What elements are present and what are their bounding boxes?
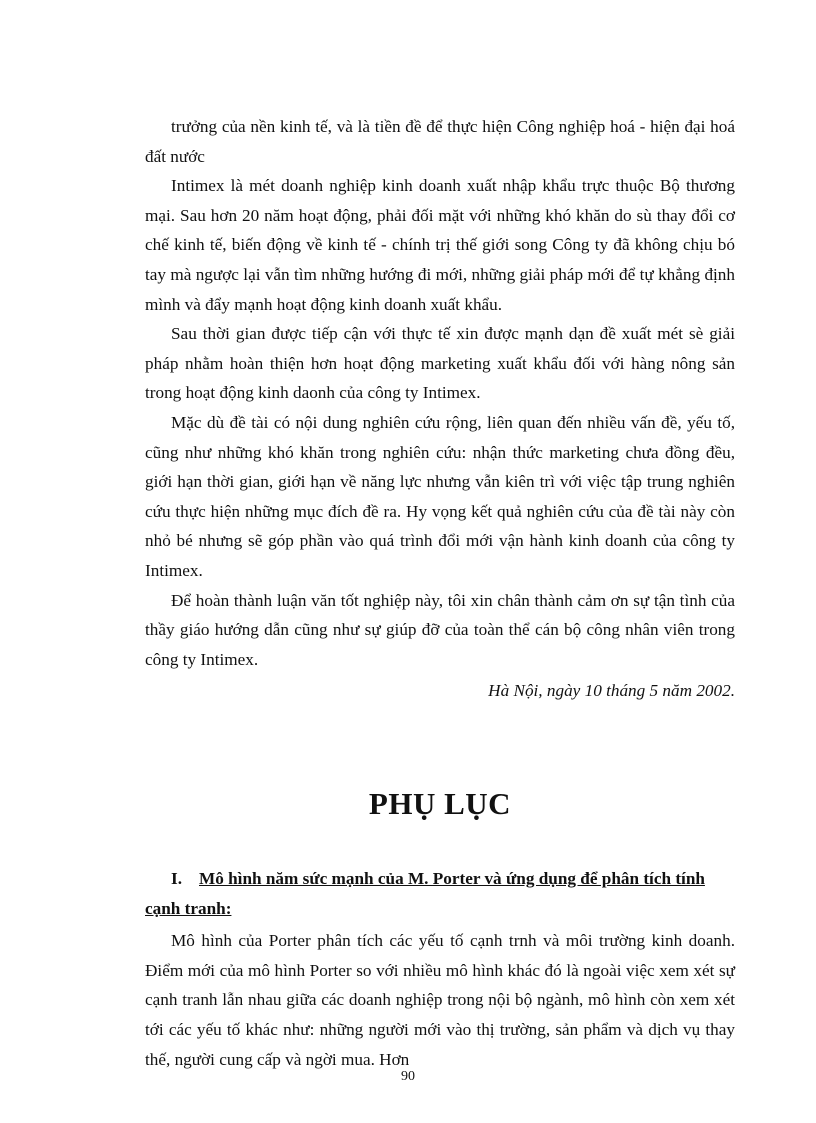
- body-paragraph: Để hoàn thành luận văn tốt nghiệp này, tôi xin chân thành cảm ơn sự tận tình của thầy giáo hướng dẫn cũng như sự giúp đỡ của toàn thể cán bộ công nhân viên trong công ty Intimex.: [145, 590, 735, 669]
- date-signature: Hà Nội, ngày 10 tháng 5 năm 2002.: [488, 681, 735, 701]
- appendix-title: PHỤ LỤC: [368, 786, 512, 822]
- body-paragraph: trưởng của nền kinh tế, và là tiền đề để thực hiện Công nghiệp hoá - hiện đại hoá đất nước: [145, 117, 735, 166]
- section-numeral: I.: [171, 869, 182, 889]
- body-paragraph: Intimex là mét doanh nghiệp kinh doanh xuất nhập khẩu trực thuộc Bộ thương mại. Sau hơn 20 năm hoạt động, phải đối mặt với những khó khăn do sù thay đổi cơ chế kinh tế, biến động về kinh tế - chính trị thế giới song Công ty đã không chịu bó tay mà ngược lại vẫn tìm những hướng đi mới, những giải pháp mới để tự khẳng định mình và đẩy mạnh hoạt động kinh doanh xuất khẩu.: [145, 176, 735, 314]
- body-paragraph: Mặc dù đề tài có nội dung nghiên cứu rộng, liên quan đến nhiều vấn đề, yếu tố, cũng như những khó khăn trong nghiên cứu: nhận thức marketing chưa đồng đều, giới hạn thời gian, giới hạn về năng lực nhưng vẫn kiên trì với việc tập trung nghiên cứu thực hiện những mục đích đề ra. Hy vọng kết quả nghiên cứu của đề tài này còn nhỏ bé nhưng sẽ góp phần vào quá trình đổi mới vận hành kinh doanh của công ty Intimex.: [145, 412, 735, 580]
- page-number: 90: [401, 1069, 415, 1084]
- section-heading-text: Mô hình năm sức mạnh của M. Porter và ứng dụng để phân tích tính cạnh tranh:: [145, 869, 705, 919]
- section-body-paragraph: Mô hình của Porter phân tích các yếu tố cạnh trnh và môi trường kinh doanh. Điểm mới của mô hình Porter so với nhiều mô hình khác đó là ngoài việc xem xét sự cạnh tranh lẫn nhau giữa các doanh nghiệp trong nội bộ ngành, mô hình còn xem xét tới các yếu tố khác như: những người mới vào thị trường, sản phẩm và dịch vụ thay thế, người cung cấp và ngời mua. Hơn: [145, 931, 735, 1069]
- section-heading: [145, 864, 735, 924]
- body-paragraph: Sau thời gian được tiếp cận với thực tế xin được mạnh dạn đề xuất mét sè giải pháp nhằm hoàn thiện hơn hoạt động marketing xuất khẩu đối với hàng nông sản trong hoạt động kinh daonh của công ty Intimex.: [145, 324, 735, 403]
- document-page: [145, 112, 735, 1074]
